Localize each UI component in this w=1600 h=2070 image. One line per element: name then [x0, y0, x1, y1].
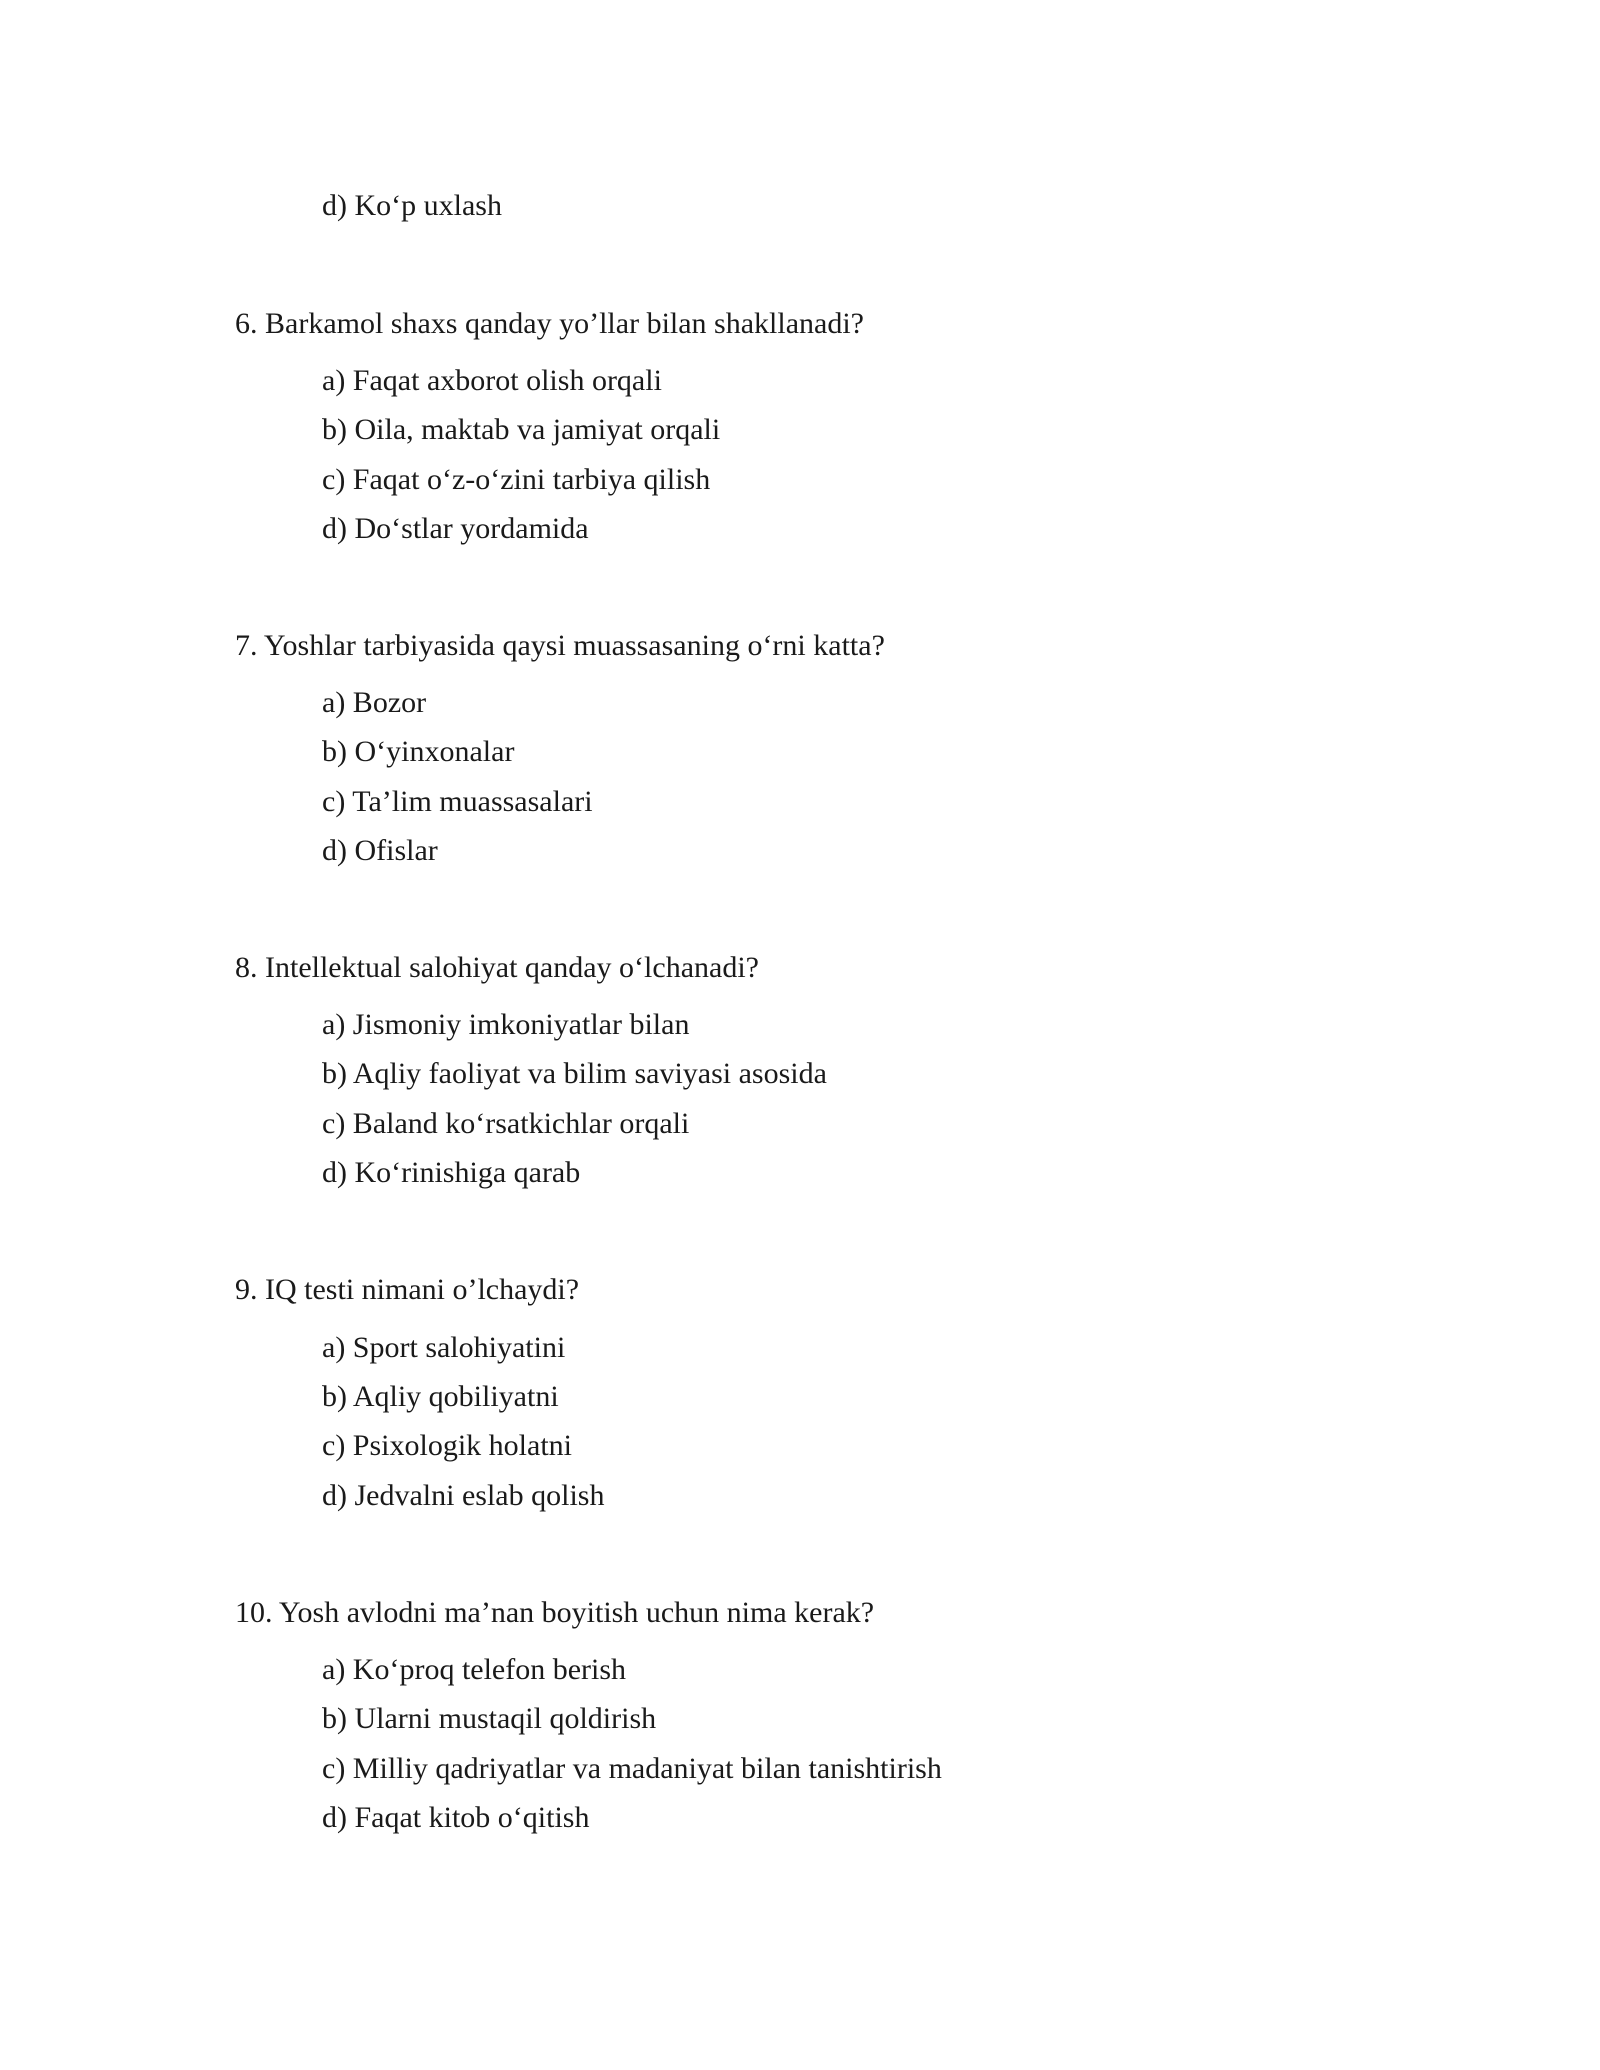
- question-8: 8. Intellektual salohiyat qanday o‘lchanadi?: [235, 951, 759, 984]
- option-9d: d) Jedvalni eslab qolish: [322, 1479, 605, 1512]
- option-8c: c) Baland ko‘rsatkichlar orqali: [322, 1107, 690, 1140]
- option-6b: b) Oila, maktab va jamiyat orqali: [322, 413, 721, 446]
- option-8d: d) Ko‘rinishiga qarab: [322, 1156, 581, 1189]
- option-10b: b) Ularni mustaqil qoldirish: [322, 1702, 657, 1735]
- option-7c: c) Ta’lim muassasalari: [322, 785, 593, 818]
- option-10a: a) Ko‘proq telefon berish: [322, 1653, 627, 1686]
- option-9c: c) Psixologik holatni: [322, 1429, 572, 1462]
- option-7d: d) Ofislar: [322, 834, 438, 867]
- option-6a: a) Faqat axborot olish orqali: [322, 364, 662, 397]
- question-9: 9. IQ testi nimani o’lchaydi?: [235, 1273, 580, 1306]
- option-8a: a) Jismoniy imkoniyatlar bilan: [322, 1008, 690, 1041]
- option-10d: d) Faqat kitob o‘qitish: [322, 1801, 590, 1834]
- option-5d: d) Ko‘p uxlash: [322, 189, 502, 222]
- option-6d: d) Do‘stlar yordamida: [322, 512, 589, 545]
- option-9b: b) Aqliy qobiliyatni: [322, 1380, 559, 1413]
- question-10: 10. Yosh avlodni ma’nan boyitish uchun nima kerak?: [235, 1596, 875, 1629]
- option-7a: a) Bozor: [322, 686, 427, 719]
- question-6: 6. Barkamol shaxs qanday yo’llar bilan shakllanadi?: [235, 307, 864, 340]
- option-10c: c) Milliy qadriyatlar va madaniyat bilan tanishtirish: [322, 1752, 942, 1785]
- option-8b: b) Aqliy faoliyat va bilim saviyasi asosida: [322, 1057, 827, 1090]
- option-7b: b) O‘yinxonalar: [322, 735, 515, 768]
- question-7: 7. Yoshlar tarbiyasida qaysi muassasaning o‘rni katta?: [235, 629, 885, 662]
- option-6c: c) Faqat o‘z-o‘zini tarbiya qilish: [322, 463, 711, 496]
- option-9a: a) Sport salohiyatini: [322, 1331, 566, 1364]
